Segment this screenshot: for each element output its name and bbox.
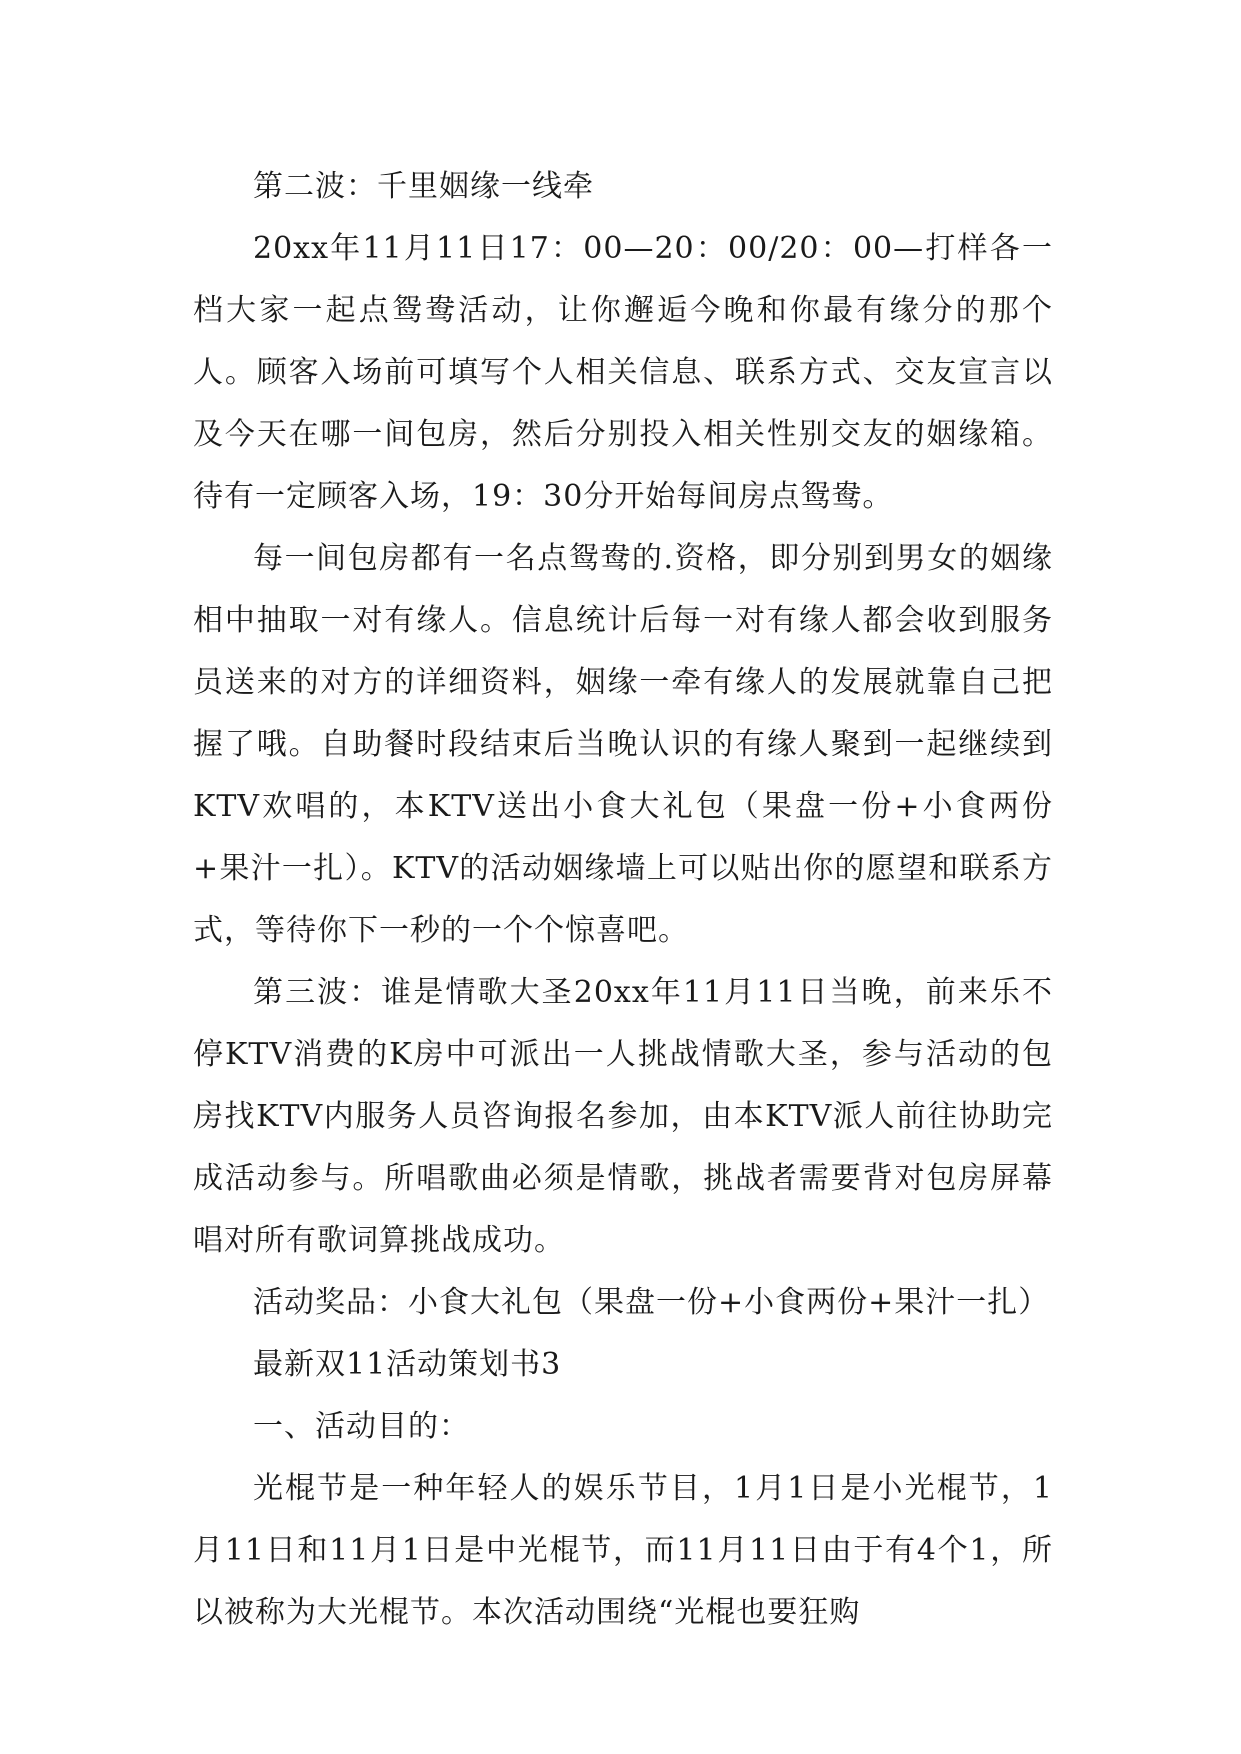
paragraph-section-title: 最新双11活动策划书3 [253,1347,562,1382]
paragraph-prize: 活动奖品：小食大礼包（果盘一份+小食两份+果汁一扎） [253,1285,1050,1320]
paragraph-wave-three: 第三波：谁是情歌大圣20xx年11月11日当晚，前来乐不停KTV消费的K房中可派出一人挑战情歌大圣，参与活动的包房找KTV内服务人员咨询报名参加，由本KTV派人前往协助完成活动参与。所唱歌曲必须是情歌，挑战者需要背对包房屏幕唱对所有歌词算挑战成功。 [193,975,1053,1258]
paragraph-heading-wave-two: 第二波：千里姻缘一线牵 [253,169,594,204]
paragraph-wave-two-details: 20xx年11月11日17：00—20：00/20：00—打样各一档大家一起点鸳鸯活动，让你邂逅今晚和你最有缘分的那个人。顾客入场前可填写个人相关信息、联系方式、交友宣言以及今天在哪一间包房，然后分别投入相关性别交友的姻缘箱。待有一定顾客入场，19：30分开始每间房点鸳鸯。 [193,231,1053,514]
paragraph-purpose-heading: 一、活动目的： [253,1409,470,1444]
paragraph-purpose-text: 光棍节是一种年轻人的娱乐节目，1月1日是小光棍节，1月11日和11月1日是中光棍节，而11月11日由于有4个1，所以被称为大光棍节。本次活动围绕“光棍也要狂购 [193,1471,1053,1630]
document-body [193,156,1053,1644]
paragraph-matchmaking-rules: 每一间包房都有一名点鸳鸯的.资格，即分别到男女的姻缘相中抽取一对有缘人。信息统计后每一对有缘人都会收到服务员送来的对方的详细资料，姻缘一牵有缘人的发展就靠自己把握了哦。自助餐时段结束后当晚认识的有缘人聚到一起继续到KTV欢唱的，本KTV送出小食大礼包（果盘一份+小食两份+果汁一扎）。KTV的活动姻缘墙上可以贴出你的愿望和联系方式，等待你下一秒的一个个惊喜吧。 [193,541,1053,948]
